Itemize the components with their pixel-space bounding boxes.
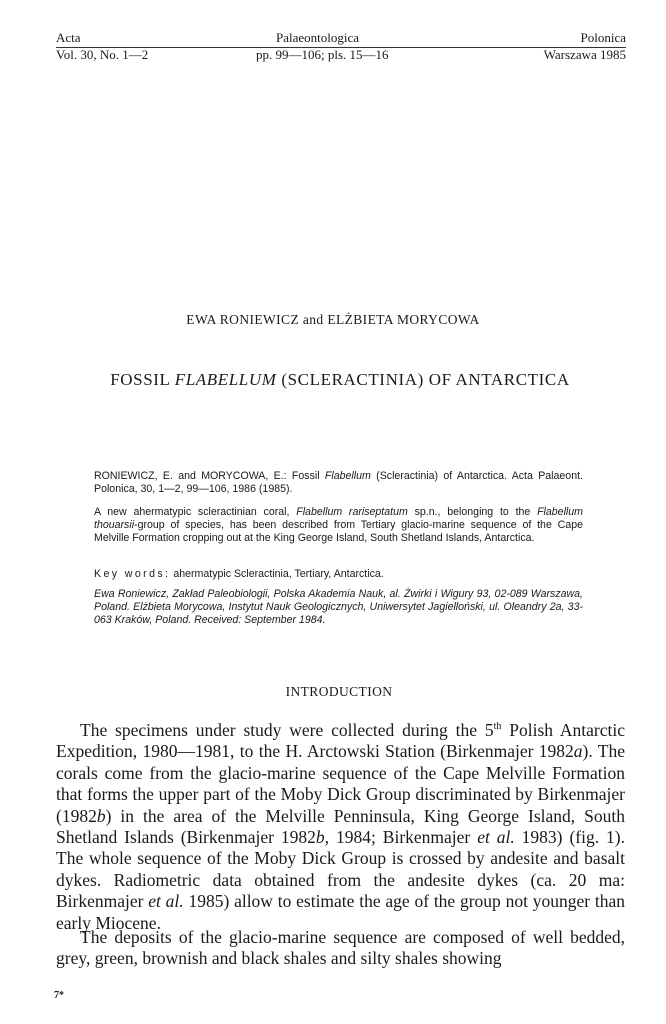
author-addresses: Ewa Roniewicz, Zakład Paleobiologii, Polska Akademia Nauk, al. Żwirki i Wigury 93, 02-089 Warszawa, Poland. Elżbieta Morycowa, Instytut Nauk Geologicznych, Uniwersytet Jagielloński, ul. Oleandry 2a, 33-063 Kraków, Poland. Received: September 1984. [94, 588, 583, 627]
article-authors: EWA RONIEWICZ and ELŻBIETA MORYCOWA [186, 312, 480, 327]
body-paragraph: The specimens under study were collected during the 5th Polish Antarctic Expedition, 1980—1981, to the H. Arctowski Station (Birkenmajer 1982a). The corals come from the glacio-marine sequence of the Cape Melville Formation that forms the upper part of the Moby Dick Group discriminated by Birkenmajer (1982b) in the area of the Melville Penninsula, King George Island, South Shetland Islands (Birkenmajer 1982b, 1984; Birkenmajer et al. 1983) (fig. 1). The whole sequence of the Moby Dick Group is crossed by andesite and basalt dykes. Radiometric data obtained from the andesite dykes (ca. 20 ma: Birkenmajer et al. 1985) allow to estimate the age of the group not younger than early Miocene. [56, 720, 626, 933]
article-title: FOSSIL FLABELLUM (SCLERACTINIA) OF ANTARCTICA [110, 370, 570, 389]
page-range: pp. 99—106; pls. 15—16 [256, 47, 389, 62]
key-words-label: Key words: [94, 568, 171, 580]
section-heading: INTRODUCTION [285, 684, 393, 699]
key-words: Key words: ahermatypic Scleractinia, Tertiary, Antarctica. [94, 568, 384, 580]
title-genus: FLABELLUM [174, 370, 277, 389]
journal-name-center: Palaeontologica [276, 30, 360, 45]
journal-name-left: Acta [56, 30, 81, 45]
place-year: Warszawa 1985 [543, 47, 626, 62]
abstract-citation: RONIEWICZ, E. and MORYCOWA, E.: Fossil Flabellum (Scleractinia) of Antarctica. Acta Palaeont. Polonica, 30, 1—2, 99—106, 1986 (1985). [94, 470, 583, 496]
journal-name-right: Polonica [580, 30, 626, 45]
body-paragraph: The deposits of the glacio-marine sequence are composed of well bedded, grey, green, brownish and black shales and silty shales showing [56, 927, 625, 969]
abstract-summary: A new ahermatypic scleractinian coral, Flabellum rariseptatum sp.n., belonging to the Flabellum thouarsii-group of species, has been described from Tertiary glacio-marine sequence of the Cape Melville Formation cropping out at the King George Island, South Shetland Islands, Antarctica. [94, 506, 584, 545]
volume-info: Vol. 30, No. 1—2 [56, 47, 149, 62]
sheet-signature: 7* [54, 990, 64, 1001]
